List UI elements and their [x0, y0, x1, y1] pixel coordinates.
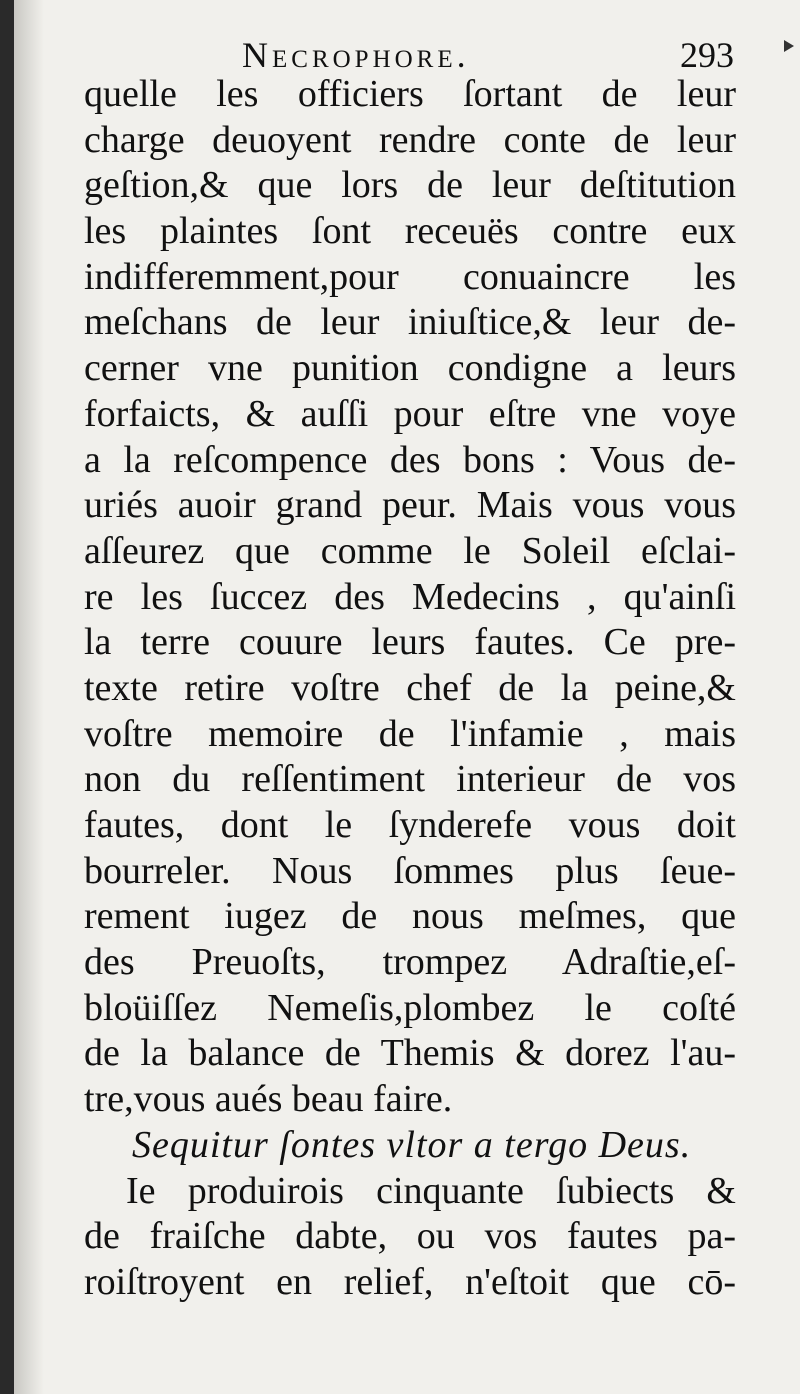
body-text: [84, 72, 736, 1306]
text-line: bloüiſſez Nemeſis,plombez le coſté: [84, 986, 736, 1029]
margin-arrow-icon: [784, 40, 794, 52]
text-line: des Preuoſts, trompez Adraſtie,eſ-: [84, 941, 736, 984]
text-line: re les ſuccez des Medecins , qu'ainſi: [84, 575, 736, 618]
latin-quote: Sequitur ſontes vltor a tergo Deus.: [132, 1123, 692, 1166]
text-line: geſtion,& que lors de leur deſtitution: [84, 164, 736, 207]
text-line: aſſeurez que comme le Soleil eſclai-: [84, 529, 736, 572]
text-line: fautes, dont le ſynderefe vous doit: [84, 804, 736, 846]
running-head: Necrophore.: [242, 35, 470, 75]
page-gutter: [0, 0, 14, 1394]
text-line: rement iugez de nous meſmes, que: [84, 895, 736, 938]
text-line: tre,vous aués beau faire.: [84, 1078, 453, 1121]
text-line: cerner vne punition condigne a leurs: [84, 347, 736, 390]
text-line: non du reſſentiment interieur de vos: [84, 758, 736, 801]
text-line: bourreler. Nous ſommes plus ſeue-: [84, 849, 736, 892]
paragraph-start-line: Ie produirois cinquante ſubiects &: [126, 1169, 736, 1212]
text-line: voſtre memoire de l'infamie , mais: [84, 712, 736, 755]
text-line: la terre couure leurs fautes. Ce pre-: [84, 621, 736, 664]
text-line: uriés auoir grand peur. Mais vous vous: [84, 484, 736, 527]
page-number: 293: [680, 35, 734, 75]
text-line: de fraiſche dabte, ou vos fautes pa-: [84, 1215, 736, 1258]
text-line: roiſtroyent en relief, n'eſtoit que cō-: [84, 1260, 736, 1303]
text-line: de la balance de Themis & dorez l'au-: [84, 1032, 736, 1075]
text-line: charge deuoyent rendre conte de leur: [84, 118, 736, 161]
text-line: indifferemment,pour conuaincre les: [84, 255, 736, 298]
text-line: texte retire voſtre chef de la peine,&: [84, 666, 736, 709]
gutter-shadow: [14, 0, 44, 1394]
text-line: a la reſcompence des bons : Vous de-: [84, 438, 736, 481]
text-line: quelle les officiers ſortant de leur: [84, 73, 736, 115]
text-line: meſchans de leur iniuſtice,& leur de-: [84, 301, 736, 344]
text-line: les plaintes ſont receuës contre eux: [84, 210, 736, 253]
text-line: forfaicts, & auſſi pour eſtre vne voye: [84, 392, 736, 435]
